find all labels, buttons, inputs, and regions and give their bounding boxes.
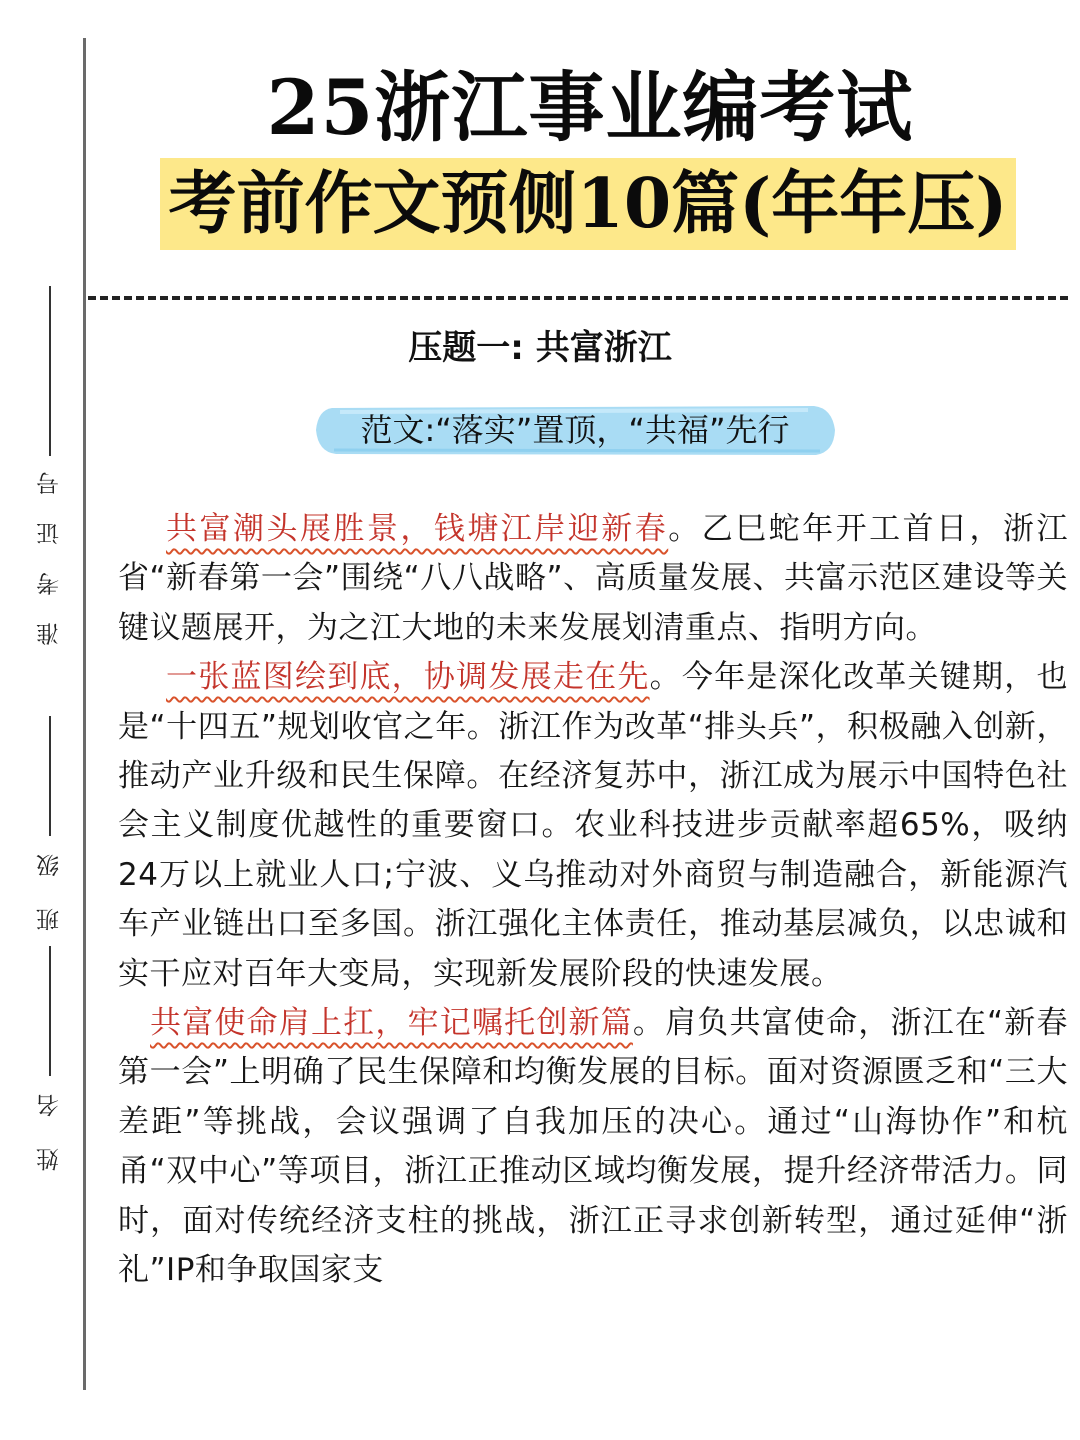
dashed-divider — [88, 296, 1068, 300]
essay-body — [118, 505, 1068, 1296]
class-field — [24, 710, 76, 931]
name-field — [24, 940, 76, 1171]
exam-id-blank — [49, 286, 51, 456]
paragraph-highlight: 一张蓝图绘到底，协调发展走在先 — [166, 659, 650, 696]
exam-id-label: 准 考 证 号 — [37, 462, 63, 646]
student-info-margin — [24, 280, 76, 1180]
section-heading: 压题一: 共富浙江 — [408, 328, 672, 368]
paragraph-highlight: 共富潮头展胜景，钱塘江岸迎新春 — [166, 511, 669, 547]
paragraph-text: 。乙巳蛇年开工首日，浙江省“新春第一会”围绕“八八战略”、高质量发展、共富示范区建设等关键议题展开，为之江大地的未来发展划清重点、指明方向。 — [118, 511, 1069, 646]
essay-paragraph — [118, 505, 1068, 653]
page-subtitle: 考前作文预侧10篇(年年压) — [168, 164, 1008, 244]
page-title: 25浙江事业编考试 — [266, 63, 914, 152]
paragraph-highlight: 共富使命肩上扛，牢记嘱托创新篇 — [150, 1005, 633, 1042]
essay-title: 范文:“落实”置顶，“共福”先行 — [360, 411, 790, 449]
name-blank — [49, 946, 51, 1076]
class-label: 班 级 — [37, 842, 63, 932]
margin-rule-line — [83, 38, 86, 1390]
paragraph-text: 。肩负共富使命，浙江在“新春第一会”上明确了民生保障和均衡发展的目标。面对资源匮乏和“三大差距”等挑战，会议强调了自我加压的决心。通过“山海协作”和杭甬“双中心”等项目，浙江正推动区域均衡发展，提升经济带活力。同时，面对传统经济支柱的挑战，浙江正寻求创新转型，通过延伸“浙礼”IP和争取国家支 — [118, 1005, 1069, 1289]
class-blank — [49, 716, 51, 836]
exam-id-field — [24, 280, 76, 646]
essay-paragraph — [118, 999, 1068, 1295]
essay-paragraph — [118, 653, 1068, 999]
essay-title-banner — [310, 400, 840, 460]
name-label: 姓 名 — [37, 1082, 63, 1172]
paragraph-text: 。今年是深化改革关键期，也是“十四五”规划收官之年。浙江作为改革“排头兵”，积极融入创新，推动产业升级和民生保障。在经济复苏中，浙江成为展示中国特色社会主义制度优越性的重要窗口。农业科技进步贡献率超65%，吸纳24万以上就业人口;宁波、义乌推动对外商贸与制造融合，新能源汽车产业链出口至多国。浙江强化主体责任，推动基层减负，以忠诚和实干应对百年大变局，实现新发展阶段的快速发展。 — [118, 659, 1069, 992]
